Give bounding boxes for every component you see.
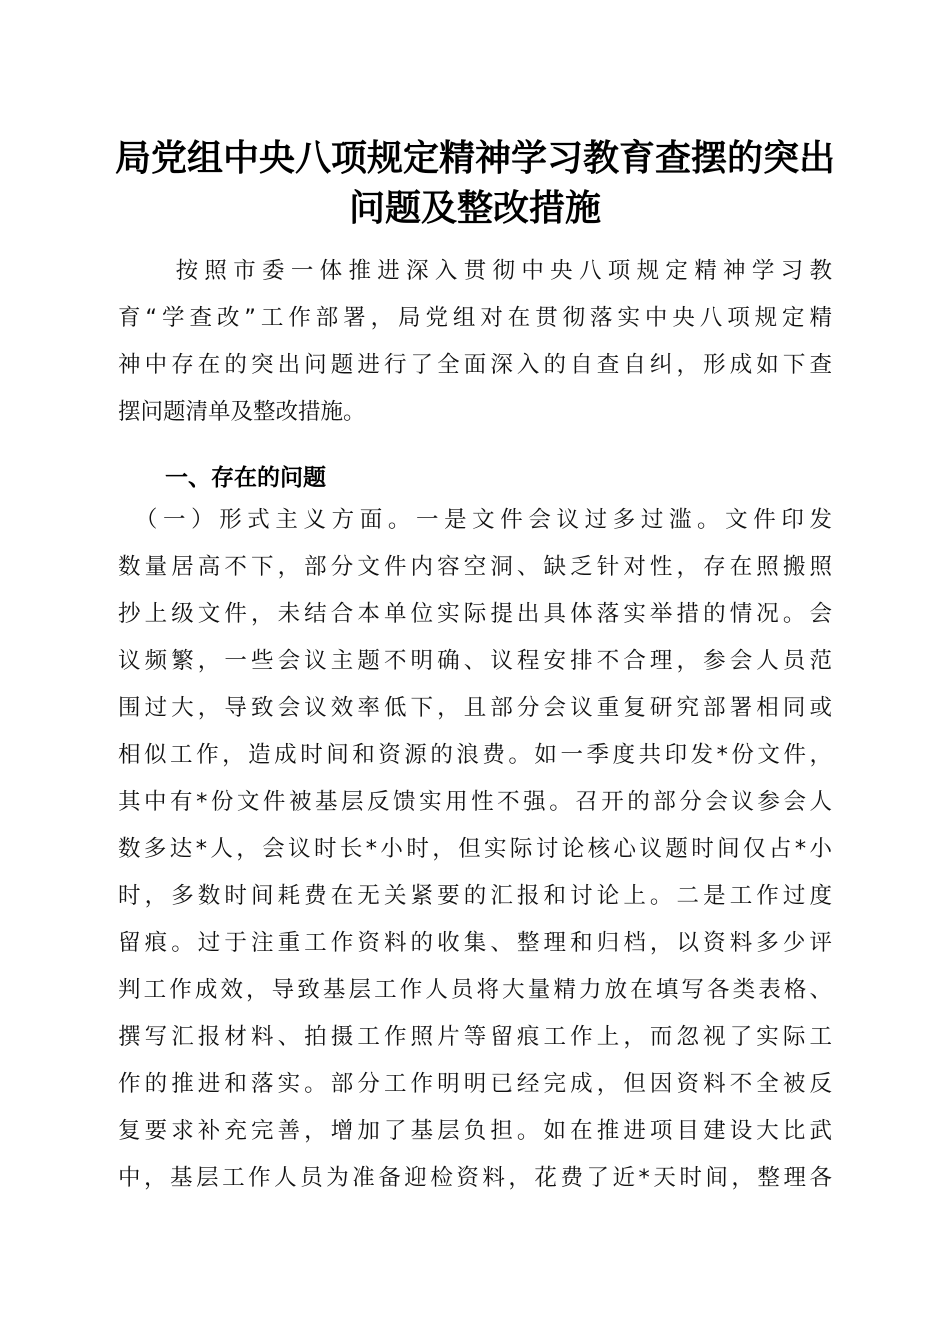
- section-heading-problems: 一、存在的问题: [165, 465, 326, 491]
- intro-line: 神中存在的突出问题进行了全面深入的自查自纠，形成如下查: [118, 352, 832, 378]
- body-line: 围过大，导致会议效率低下，且部分会议重复研究部署相同或: [118, 695, 832, 721]
- body-line: 其中有*份文件被基层反馈实用性不强。召开的部分会议参会人: [118, 789, 832, 815]
- intro-line: 按照市委一体推进深入贯彻中央八项规定精神学习教: [118, 258, 832, 284]
- body-line: 时，多数时间耗费在无关紧要的汇报和讨论上。二是工作过度: [118, 883, 832, 909]
- title-line-1: 局党组中央八项规定精神学习教育查摆的突出: [114, 137, 835, 179]
- body-line: 议频繁，一些会议主题不明确、议程安排不合理，参会人员范: [118, 648, 832, 674]
- intro-line: 育“学查改”工作部署，局党组对在贯彻落实中央八项规定精: [118, 305, 832, 331]
- section-1-paragraph: [118, 497, 832, 1202]
- body-line: 留痕。过于注重工作资料的收集、整理和归档，以资料多少评: [118, 930, 832, 956]
- body-line: 数量居高不下，部分文件内容空洞、缺乏针对性，存在照搬照: [118, 554, 832, 580]
- body-line: （一）形式主义方面。一是文件会议过多过滥。文件印发: [118, 507, 832, 533]
- document-title: [100, 133, 850, 233]
- body-line: 作的推进和落实。部分工作明明已经完成，但因资料不全被反: [118, 1071, 832, 1097]
- body-line: 撰写汇报材料、拍摄工作照片等留痕工作上，而忽视了实际工: [118, 1024, 832, 1050]
- body-line: 抄上级文件，未结合本单位实际提出具体落实举措的情况。会: [118, 601, 832, 627]
- intro-line: 摆问题清单及整改措施。: [118, 399, 366, 425]
- body-line: 相似工作，造成时间和资源的浪费。如一季度共印发*份文件，: [118, 742, 832, 768]
- intro-paragraph: [118, 248, 832, 436]
- body-line: 数多达*人，会议时长*小时，但实际讨论核心议题时间仅占*小: [118, 836, 832, 862]
- body-line: 判工作成效，导致基层工作人员将大量精力放在填写各类表格、: [118, 977, 832, 1003]
- title-line-2: 问题及整改措施: [348, 187, 601, 229]
- body-line: 中，基层工作人员为准备迎检资料，花费了近*天时间，整理各: [118, 1165, 832, 1191]
- body-line: 复要求补充完善，增加了基层负担。如在推进项目建设大比武: [118, 1118, 832, 1144]
